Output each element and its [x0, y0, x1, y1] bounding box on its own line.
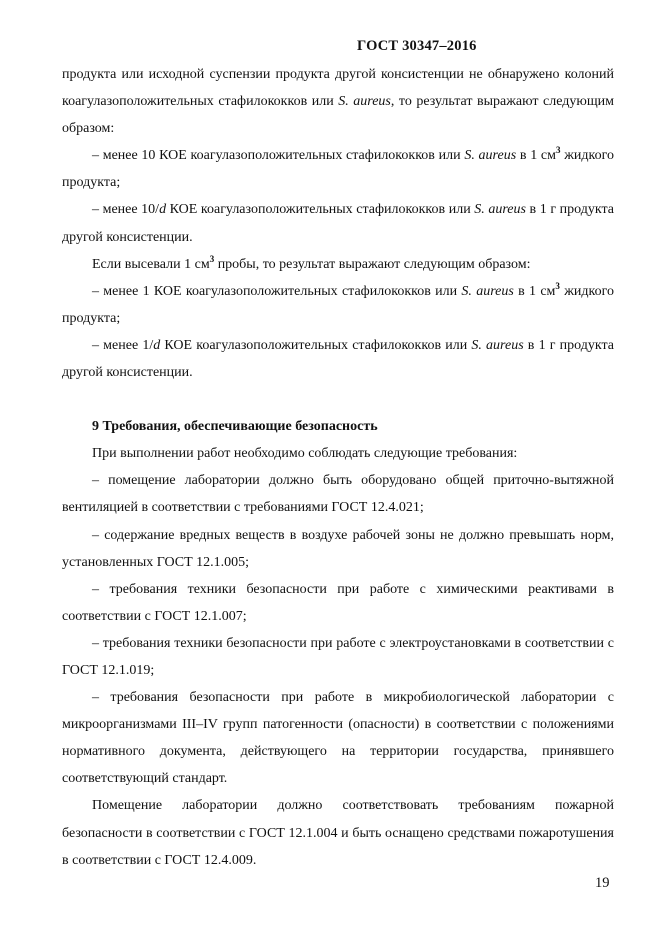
superscript: 3 — [209, 253, 215, 264]
species-name: S. aureus — [461, 283, 514, 299]
superscript: 3 — [556, 145, 561, 156]
list-item — [62, 332, 614, 386]
text: – менее 1 КОЕ коагулазоположительных стафилококков или — [92, 283, 462, 299]
text: – менее 1/ — [92, 337, 154, 353]
text: в 1 см — [513, 283, 556, 299]
list-item: – требования безопасности при работе в микробиологической лаборатории с микроорганизмами III–IV групп патогенности (опасности) в соответствии с положениями нормативного документа, действующего на территории государства, принявшего соответствующий стандарт. — [62, 690, 614, 787]
list-item — [62, 142, 614, 196]
text: жидкого продукта; — [62, 148, 614, 191]
text: – менее 10/ — [92, 202, 160, 218]
text: жидкого продукта; — [62, 283, 614, 326]
text: Если высевали 1 см — [92, 256, 210, 272]
species-name: S. aureus — [464, 148, 517, 164]
paragraph: Помещение лаборатории должно соответствовать требованиям пожарной безопасности в соответствии с ГОСТ 12.1.004 и быть оснащено средствами пожаротушения в соответствии с ГОСТ 12.4.009. — [62, 798, 614, 868]
paragraph — [62, 61, 614, 142]
text: – менее 10 КОЕ коагулазоположительных стафилококков или — [92, 148, 465, 164]
text: продукта или исходной суспензии продукта другой консистенции не обнаружено колоний коагулазоположительных стафилококков или — [62, 67, 614, 110]
document-body — [62, 61, 614, 874]
variable-d: d — [159, 202, 167, 218]
text: пробы, то результат выражают следующим образом: — [214, 256, 531, 272]
text: в 1 г продукта другой консистенции. — [62, 202, 615, 245]
list-item: – помещение лаборатории должно быть оборудовано общей приточно-вытяжной вентиляцией в соответствии с требованиями ГОСТ 12.4.021; — [62, 473, 614, 516]
list-item — [62, 278, 614, 332]
variable-d: d — [153, 337, 161, 353]
section-heading: 9 Требования, обеспечивающие безопасность — [92, 419, 378, 435]
list-item: – требования техники безопасности при работе с электроустановками в соответствии с ГОСТ 12.1.019; — [62, 635, 614, 678]
standard-header: ГОСТ 30347–2016 — [357, 38, 477, 54]
text: КОЕ коагулазоположительных стафилококков или — [160, 337, 472, 353]
superscript: 3 — [555, 280, 560, 291]
page-number: 19 — [595, 875, 610, 891]
text: КОЕ коагулазоположительных стафилококков или — [166, 202, 475, 218]
text: , то результат выражают следующим образом: — [62, 94, 615, 137]
species-name: S. aureus — [471, 337, 524, 353]
paragraph: При выполнении работ необходимо соблюдать следующие требования: — [92, 446, 518, 462]
text: в 1 г продукта другой консистенции. — [62, 337, 615, 381]
species-name: S. aureus — [474, 202, 526, 218]
list-item: – требования техники безопасности при работе с химическими реактивами в соответствии с ГОСТ 12.1.007; — [62, 581, 614, 624]
list-item: – содержание вредных веществ в воздухе рабочей зоны не должно превышать норм, установленных ГОСТ 12.1.005; — [62, 527, 614, 570]
list-item — [62, 196, 614, 250]
text: в 1 см — [516, 148, 556, 164]
paragraph — [62, 251, 614, 278]
species-name: S. aureus — [338, 94, 391, 110]
